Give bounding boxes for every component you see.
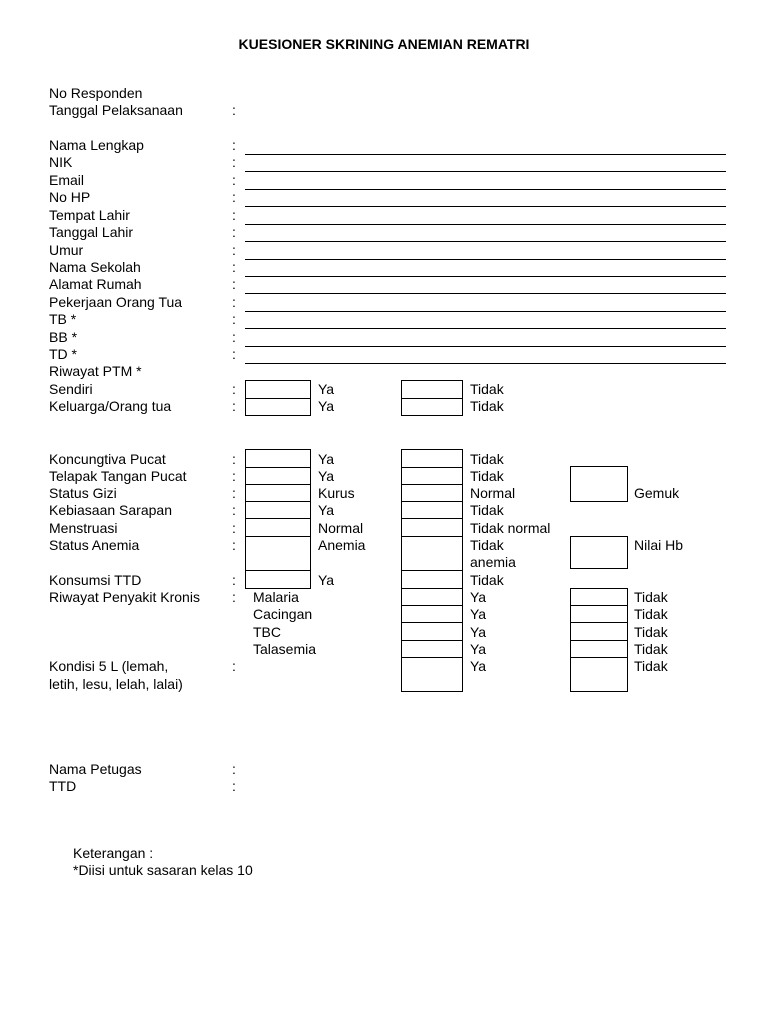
input-line-pekerjaan-orang-tua[interactable] [245, 311, 726, 312]
field-label-ttd-petugas: TTD [49, 778, 77, 794]
checkbox-menstruasi-normal[interactable] [245, 518, 311, 537]
option-label-nilai-hb: Nilai Hb [634, 537, 684, 553]
field-label-no-hp: No HP [49, 189, 91, 205]
colon: : [232, 329, 236, 345]
colon: : [232, 658, 236, 674]
option-label-ya: Ya [318, 572, 335, 588]
field-label-status-anemia: Status Anemia [49, 537, 140, 553]
field-label-email: Email [49, 172, 85, 188]
option-label-tidak: Tidak [470, 381, 504, 397]
field-label-tanggal-lahir: Tanggal Lahir [49, 224, 134, 240]
checkbox-sendiri-ya[interactable] [245, 380, 311, 399]
checkbox-menstruasi-tidak-normal[interactable] [401, 518, 463, 537]
field-label-alamat-rumah: Alamat Rumah [49, 276, 142, 292]
field-label-pekerjaan-orang-tua: Pekerjaan Orang Tua [49, 294, 183, 310]
colon: : [232, 761, 236, 777]
input-line-nama-lengkap[interactable] [245, 154, 726, 155]
checkbox-sarapan-ya[interactable] [245, 501, 311, 519]
option-label-tidak: Tidak [470, 572, 504, 588]
colon: : [232, 502, 236, 518]
input-line-alamat-rumah[interactable] [245, 293, 726, 294]
checkbox-talasemia-tidak[interactable] [570, 640, 628, 658]
option-label-ya: Ya [470, 641, 487, 657]
option-label-normal: Normal [470, 485, 516, 501]
colon: : [232, 572, 236, 588]
checkbox-cacingan-ya[interactable] [401, 605, 463, 623]
field-label-umur: Umur [49, 242, 84, 258]
field-label-kondisi-5l-1: Kondisi 5 L (lemah, [49, 658, 169, 674]
colon: : [232, 294, 236, 310]
checkbox-sendiri-tidak[interactable] [401, 380, 463, 399]
input-line-nama-sekolah[interactable] [245, 276, 726, 277]
disease-label-talasemia: Talasemia [253, 641, 317, 657]
disease-label-cacingan: Cacingan [253, 606, 313, 622]
option-label-ya: Ya [470, 658, 487, 674]
option-label-tidak: Tidak [634, 606, 668, 622]
option-label-ya: Ya [318, 502, 335, 518]
checkbox-malaria-ya[interactable] [401, 588, 463, 606]
colon: : [232, 451, 236, 467]
colon: : [232, 259, 236, 275]
checkbox-sarapan-tidak[interactable] [401, 501, 463, 519]
colon: : [232, 276, 236, 292]
field-label-konsumsi-ttd: Konsumsi TTD [49, 572, 142, 588]
checkbox-keluarga-ya[interactable] [245, 398, 311, 416]
option-label-ya: Ya [470, 589, 487, 605]
option-label-tidak: Tidak [470, 451, 504, 467]
checkbox-gizi-gemuk[interactable] [570, 466, 628, 502]
field-label-kondisi-5l-2: letih, lesu, lelah, lalai) [49, 676, 183, 692]
checkbox-cacingan-tidak[interactable] [570, 605, 628, 623]
field-label-td: TD * [49, 346, 77, 362]
checkbox-koncungtiva-ya[interactable] [245, 449, 311, 468]
colon: : [232, 224, 236, 240]
keterangan-note: *Diisi untuk sasaran kelas 10 [73, 862, 253, 878]
option-label-ya: Ya [318, 451, 335, 467]
field-label-tempat-lahir: Tempat Lahir [49, 207, 130, 223]
input-line-tempat-lahir[interactable] [245, 224, 726, 225]
checkbox-keluarga-tidak[interactable] [401, 398, 463, 416]
checkbox-gizi-normal[interactable] [401, 484, 463, 502]
section-label-riwayat-ptm: Riwayat PTM * [49, 363, 142, 379]
checkbox-kondisi-5l-tidak[interactable] [570, 657, 628, 692]
colon: : [232, 154, 236, 170]
option-label-gemuk: Gemuk [634, 485, 680, 501]
option-label-tidak-anemia-2: anemia [470, 554, 516, 570]
option-label-tidak: Tidak [470, 468, 504, 484]
colon: : [232, 311, 236, 327]
field-label-nama-petugas: Nama Petugas [49, 761, 142, 777]
checkbox-kondisi-5l-ya[interactable] [401, 657, 463, 692]
field-label-kebiasaan-sarapan: Kebiasaan Sarapan [49, 502, 172, 518]
input-line-bb[interactable] [245, 346, 726, 347]
input-line-umur[interactable] [245, 259, 726, 260]
colon: : [232, 346, 236, 362]
option-label-tidak-anemia-1: Tidak [470, 537, 504, 553]
input-line-no-hp[interactable] [245, 206, 726, 207]
field-label-sendiri: Sendiri [49, 381, 93, 397]
colon: : [232, 398, 236, 414]
option-label-tidak: Tidak [634, 658, 668, 674]
checkbox-tbc-ya[interactable] [401, 622, 463, 641]
field-label-status-gizi: Status Gizi [49, 485, 117, 501]
checkbox-gizi-kurus[interactable] [245, 484, 311, 502]
keterangan-label: Keterangan : [73, 845, 154, 861]
colon: : [232, 468, 236, 484]
option-label-tidak: Tidak [634, 624, 668, 640]
colon: : [232, 485, 236, 501]
colon: : [232, 381, 236, 397]
option-label-kurus: Kurus [318, 485, 355, 501]
field-label-nik: NIK [49, 154, 73, 170]
option-label-tidak: Tidak [470, 398, 504, 414]
checkbox-malaria-tidak[interactable] [570, 588, 628, 606]
option-label-ya: Ya [318, 381, 335, 397]
field-label-nama-lengkap: Nama Lengkap [49, 137, 144, 153]
field-label-menstruasi: Menstruasi [49, 520, 118, 536]
field-label-tb: TB * [49, 311, 77, 327]
field-label-riwayat-penyakit-kronis: Riwayat Penyakit Kronis [49, 589, 200, 605]
input-line-nik[interactable] [245, 171, 726, 172]
field-label-keluarga: Keluarga/Orang tua [49, 398, 172, 414]
input-line-tb[interactable] [245, 328, 726, 329]
colon: : [232, 537, 236, 553]
colon: : [232, 207, 236, 223]
option-label-tidak-normal: Tidak normal [470, 520, 551, 536]
checkbox-koncungtiva-tidak[interactable] [401, 449, 463, 468]
field-label-telapak-tangan-pucat: Telapak Tangan Pucat [49, 468, 187, 484]
colon: : [232, 137, 236, 153]
colon: : [232, 589, 236, 605]
option-label-tidak: Tidak [634, 641, 668, 657]
colon: : [232, 242, 236, 258]
field-label-koncungtiva-pucat: Koncungtiva Pucat [49, 451, 166, 467]
disease-label-malaria: Malaria [253, 589, 299, 605]
option-label-ya: Ya [318, 398, 335, 414]
checkbox-ttd-ya[interactable] [245, 570, 311, 589]
colon: : [232, 102, 236, 118]
field-label-nama-sekolah: Nama Sekolah [49, 259, 141, 275]
colon: : [232, 778, 236, 794]
input-line-td[interactable] [245, 363, 726, 364]
field-label-bb: BB * [49, 329, 78, 345]
checkbox-anemia[interactable] [245, 536, 311, 571]
colon: : [232, 189, 236, 205]
checkbox-talasemia-ya[interactable] [401, 640, 463, 658]
checkbox-telapak-tidak[interactable] [401, 467, 463, 485]
checkbox-ttd-tidak[interactable] [401, 570, 463, 589]
colon: : [232, 172, 236, 188]
option-label-anemia: Anemia [318, 537, 366, 553]
form-title: KUESIONER SKRINING ANEMIAN REMATRI [238, 36, 530, 52]
disease-label-tbc: TBC [253, 624, 281, 640]
checkbox-tbc-tidak[interactable] [570, 622, 628, 641]
option-label-normal: Normal [318, 520, 364, 536]
colon: : [232, 520, 236, 536]
input-line-tanggal-lahir[interactable] [245, 241, 726, 242]
checkbox-tidak-anemia[interactable] [401, 536, 463, 571]
option-label-ya: Ya [470, 624, 487, 640]
option-label-tidak: Tidak [634, 589, 668, 605]
field-label-tanggal-pelaksanaan: Tanggal Pelaksanaan [49, 102, 183, 118]
checkbox-telapak-ya[interactable] [245, 467, 311, 485]
option-label-tidak: Tidak [470, 502, 504, 518]
option-label-ya: Ya [318, 468, 335, 484]
input-line-email[interactable] [245, 189, 726, 190]
field-label-no-responden: No Responden [49, 85, 143, 101]
input-nilai-hb[interactable] [570, 536, 628, 569]
option-label-ya: Ya [470, 606, 487, 622]
